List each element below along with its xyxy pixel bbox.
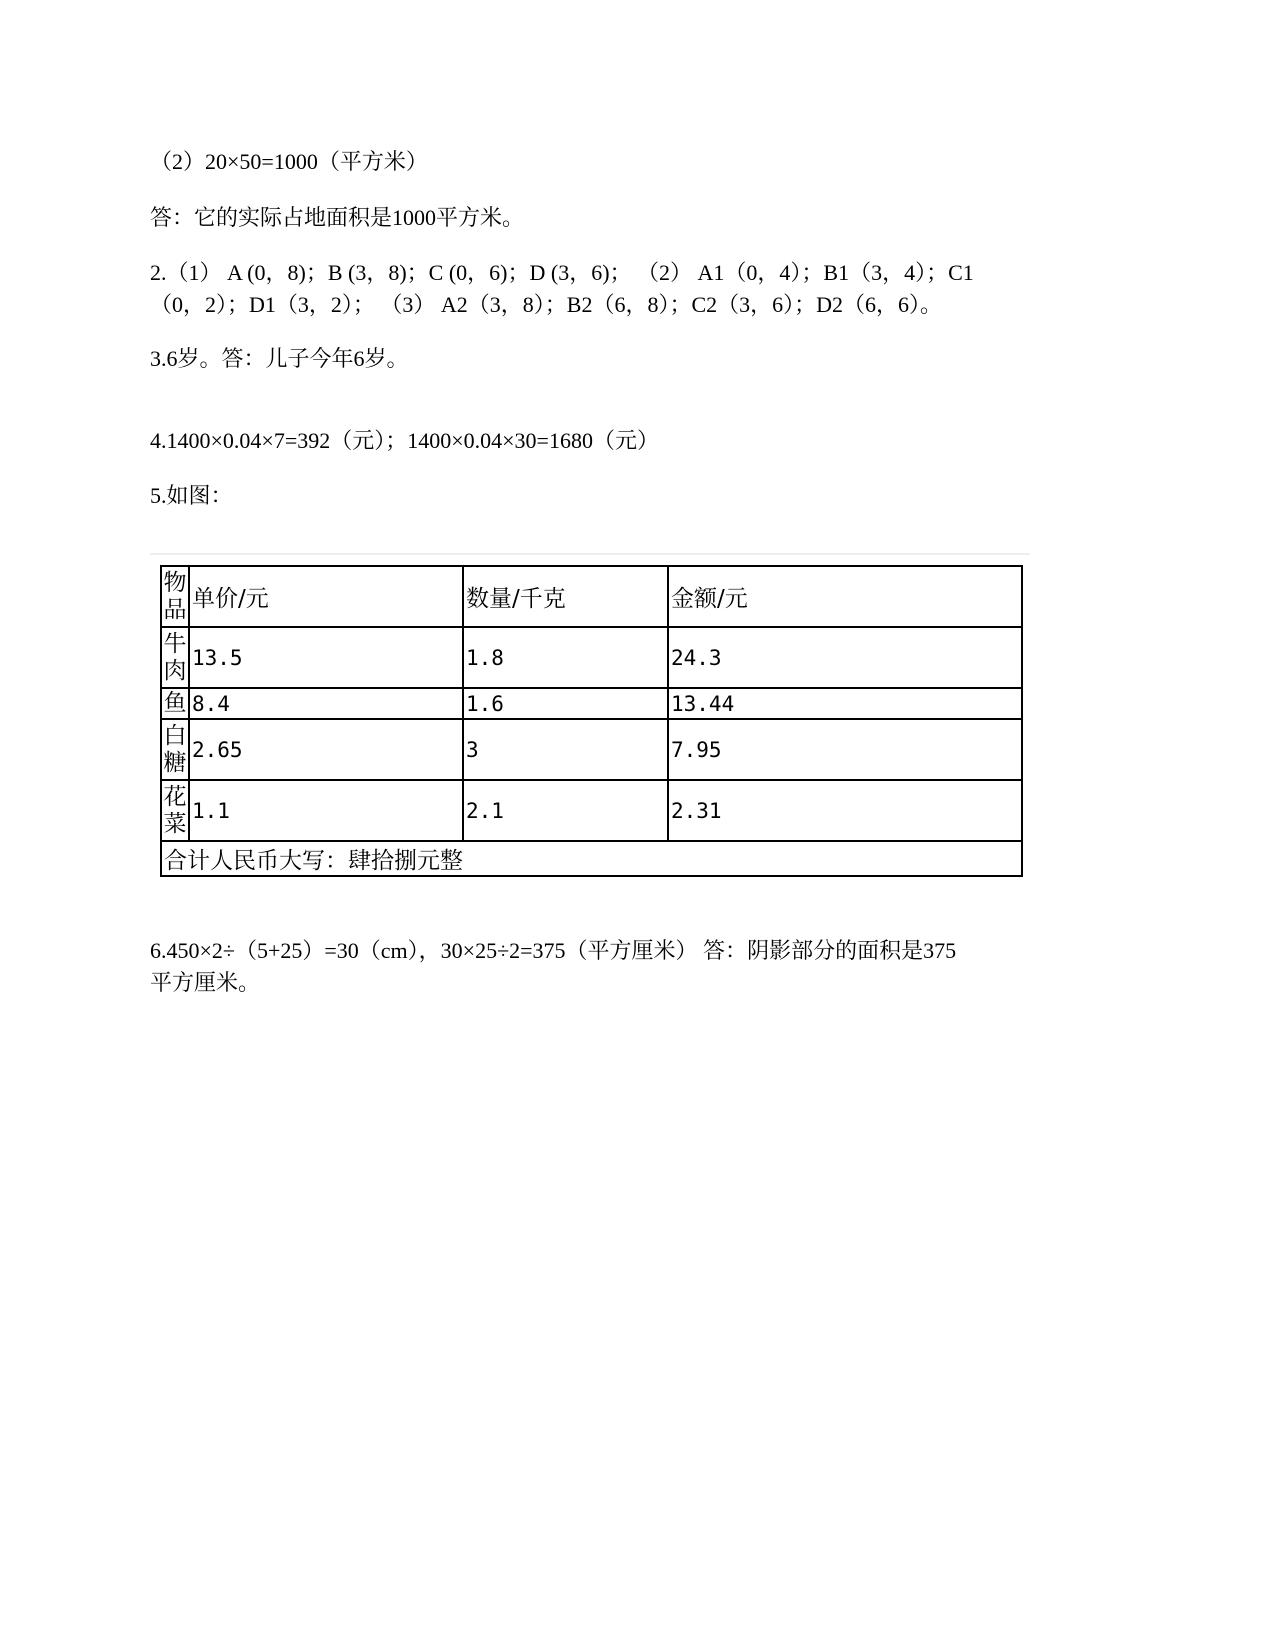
answer-2-line-2: （0，2）；D1（3，2）； （3） A2（3，8）；B2（6，8）；C2（3，6）；D2（6，6）。 xyxy=(150,292,943,317)
quantity: 1.6 xyxy=(463,688,668,719)
item-name: 白糖 xyxy=(161,719,189,780)
answer-4: 4.1400×0.04×7=392（元）；1400×0.04×30=1680（元） xyxy=(150,428,659,453)
total-in-words: 合计人民币大写：肆拾捌元整 xyxy=(161,841,1022,876)
table-row xyxy=(161,627,1022,688)
answer-2-line-1: 2.（1） A (0，8)；B (3，8)；C (0，6)；D (3，6)； （2） A1（0，4）；B1（3，4）；C1 xyxy=(150,260,974,285)
answer-1-part-2-formula: （2）20×50=1000（平方米） xyxy=(150,149,428,174)
table-header-row xyxy=(161,566,1022,627)
quantity: 1.8 xyxy=(463,627,668,688)
shopping-table xyxy=(160,565,1023,877)
header-amount: 金额/元 xyxy=(668,566,1022,627)
unit-price: 8.4 xyxy=(189,688,463,719)
unit-price: 2.65 xyxy=(189,719,463,780)
header-price: 单价/元 xyxy=(189,566,463,627)
quantity: 2.1 xyxy=(463,780,668,841)
amount: 13.44 xyxy=(668,688,1022,719)
unit-price: 13.5 xyxy=(189,627,463,688)
quantity: 3 xyxy=(463,719,668,780)
item-name: 鱼 xyxy=(161,688,189,719)
answer-3: 3.6岁。答：儿子今年6岁。 xyxy=(150,346,409,371)
table-row xyxy=(161,688,1022,719)
answer-1-statement: 答：它的实际占地面积是1000平方米。 xyxy=(150,205,525,230)
answer-6-line-2: 平方厘米。 xyxy=(150,970,261,995)
table-total-row xyxy=(161,841,1022,876)
unit-price: 1.1 xyxy=(189,780,463,841)
header-quantity: 数量/千克 xyxy=(463,566,668,627)
table-row xyxy=(161,719,1022,780)
table-row xyxy=(161,780,1022,841)
item-name: 花菜 xyxy=(161,780,189,841)
item-name: 牛肉 xyxy=(161,627,189,688)
figure-frame-divider xyxy=(150,553,1030,555)
header-item: 物品 xyxy=(161,566,189,627)
amount: 24.3 xyxy=(668,627,1022,688)
amount: 7.95 xyxy=(668,719,1022,780)
answer-5-intro: 5.如图： xyxy=(150,483,233,508)
answer-6-line-1: 6.450×2÷（5+25）=30（cm），30×25÷2=375（平方厘米） 答：阴影部分的面积是375 xyxy=(150,938,957,963)
amount: 2.31 xyxy=(668,780,1022,841)
